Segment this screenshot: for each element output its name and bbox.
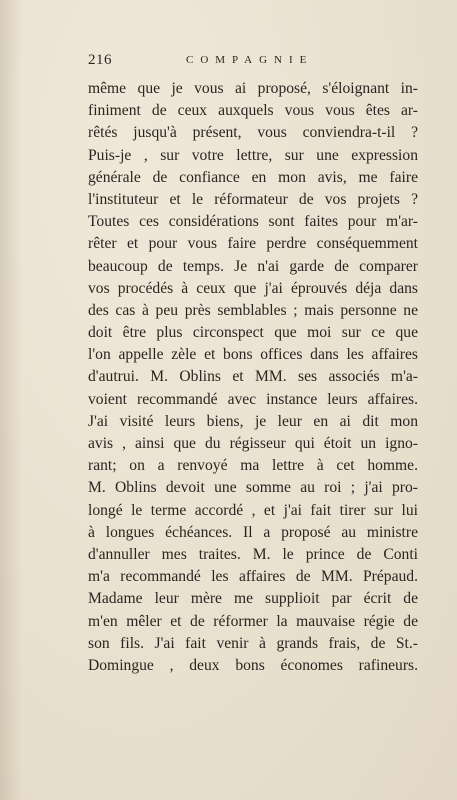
- text-line: m'en mêler et de réformer la mauvaise régie de: [88, 612, 418, 630]
- text-line: son fils. J'ai fait venir à grands frais, de St.-: [88, 634, 418, 652]
- page-header: [88, 52, 418, 72]
- text-line: avis , ainsi que du régisseur qui étoit un igno-: [88, 435, 418, 452]
- text-line: finiment de ceux auxquels vous vous êtes ar-: [88, 102, 418, 120]
- text-line: l'on appelle zèle et bons offices dans les affaires: [88, 346, 418, 364]
- page-number: 216: [88, 52, 112, 68]
- text-line: même que je vous ai proposé, s'éloignant in-: [88, 80, 418, 97]
- body-text: [88, 78, 418, 677]
- text-line: d'autrui. M. Oblins et MM. ses associés m'a-: [88, 368, 418, 386]
- text-line: longé le terme accordé , et j'ai fait tirer sur lui: [88, 501, 418, 519]
- text-line: l'instituteur et le réformateur de vos projets ?: [88, 190, 418, 208]
- text-line: J'ai visité leurs biens, je leur en ai dit mon: [88, 412, 418, 430]
- text-line: rêter et pour vous faire perdre conséquemment: [88, 235, 418, 253]
- text-line: Puis-je , sur votre lettre, sur une expression: [88, 146, 418, 164]
- text-line: doit être plus circonspect que moi sur ce que: [88, 324, 418, 342]
- running-head: COMPAGNIE: [186, 54, 314, 66]
- text-line: Madame leur mère me supplioit par écrit de: [88, 590, 418, 608]
- text-line: d'annuller mes traites. M. le prince de Conti: [88, 545, 418, 563]
- text-line: à longues échéances. Il a proposé au ministre: [88, 523, 418, 541]
- text-line: beaucoup de temps. Je n'ai garde de comparer: [88, 257, 418, 275]
- text-line: des cas à peu près semblables ; mais personne ne: [88, 301, 418, 319]
- text-line: m'a recommandé les affaires de MM. Prépaud.: [88, 568, 418, 586]
- text-line: Toutes ces considérations sont faites pour m'ar-: [88, 213, 418, 231]
- text-line: voient recommandé avec instance leurs affaires.: [88, 390, 418, 408]
- text-line: rêtés jusqu'à présent, vous conviendra-t-il ?: [88, 124, 418, 142]
- text-line: vos procédés à ceux que j'ai éprouvés déja dans: [88, 279, 418, 297]
- text-line: M. Oblins devoit une somme au roi ; j'ai pro-: [88, 479, 418, 497]
- text-line: Domingue , deux bons économes rafineurs.: [88, 656, 418, 674]
- text-line: rant; on a renvoyé ma lettre à cet homme.: [88, 457, 418, 475]
- binding-shadow: [0, 0, 22, 800]
- text-line: générale de confiance en mon avis, me faire: [88, 168, 418, 186]
